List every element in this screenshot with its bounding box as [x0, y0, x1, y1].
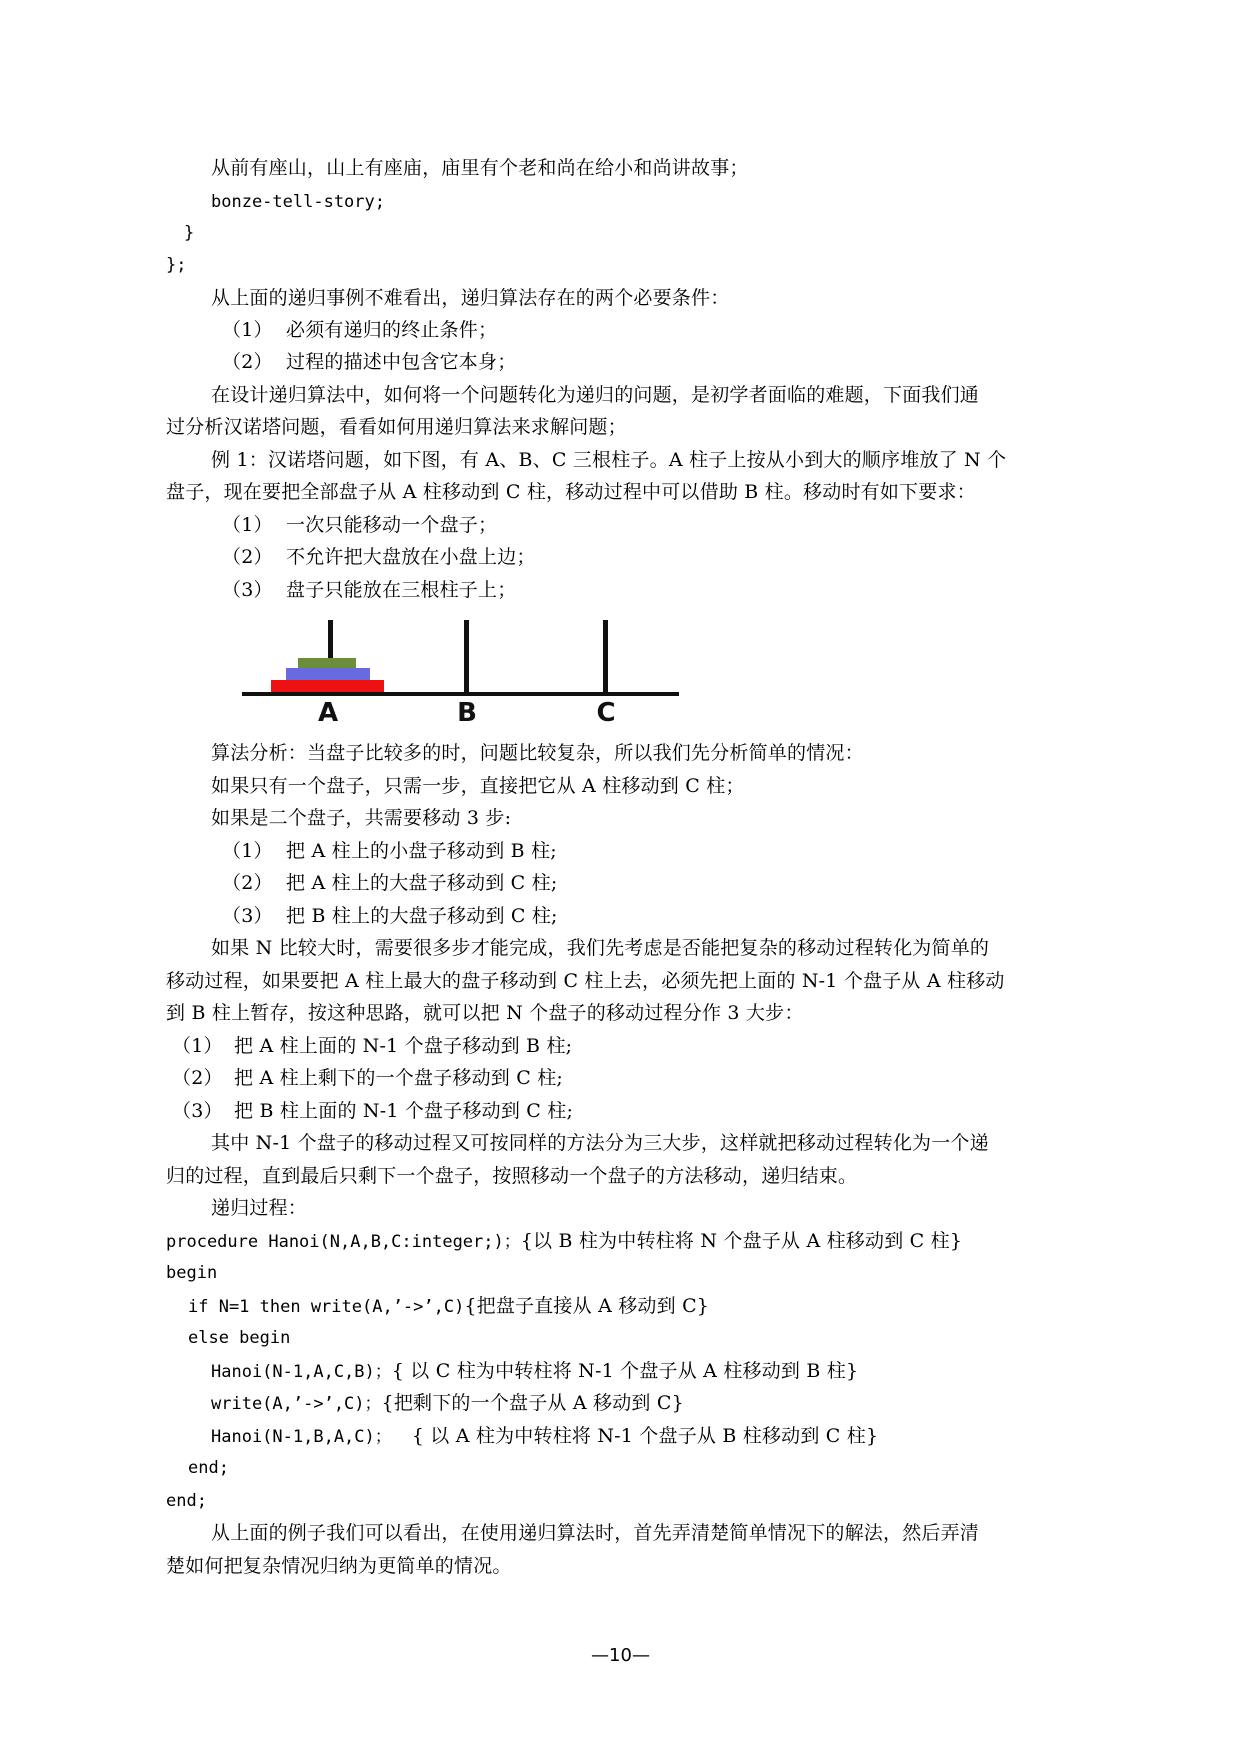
paragraph-line: 归的过程，直到最后只剩下一个盘子，按照移动一个盘子的方法移动，递归结束。: [166, 1165, 858, 1187]
paragraph-line: 盘子，现在要把全部盘子从 A 柱移动到 C 柱，移动过程中可以借助 B 柱。移动时有如下要求：: [166, 481, 976, 503]
code-line: bonze-tell-story;: [211, 192, 385, 212]
list-item: [222, 513, 497, 537]
list-item: [222, 350, 516, 374]
list-item: [222, 839, 557, 863]
label-a: A: [317, 698, 339, 724]
list-number: （3）: [222, 905, 273, 927]
list-text: 把 B 柱上面的 N-1 个盘子移动到 C 柱;: [234, 1100, 574, 1122]
list-text: 不允许把大盘放在小盘上边；: [286, 546, 536, 568]
code-line: [211, 1391, 684, 1416]
code-line: end;: [166, 1491, 207, 1511]
list-item: [222, 545, 536, 569]
list-number: （1）: [172, 1035, 223, 1057]
paragraph-line: 从上面的例子我们可以看出，在使用递归算法时，首先弄清楚简单情况下的解法，然后弄清: [211, 1522, 980, 1544]
peg-c: [603, 620, 608, 692]
base-line: [242, 692, 679, 696]
paragraph-line: 如果是二个盘子，共需要移动 3 步:: [211, 807, 512, 829]
paragraph-line: 如果只有一个盘子，只需一步，直接把它从 A 柱移动到 C 柱；: [211, 775, 745, 797]
list-text: 把 B 柱上的大盘子移动到 C 柱;: [286, 905, 558, 927]
list-item: [222, 318, 497, 342]
code-comment: {以 B 柱为中转柱将 N 个盘子从 A 柱移动到 C 柱}: [520, 1230, 963, 1252]
code-comment: { 以 A 柱为中转柱将 N-1 个盘子从 B 柱移动到 C 柱}: [411, 1425, 879, 1447]
code-line: [166, 1229, 962, 1254]
code-line: };: [166, 255, 187, 275]
code-comment: {把剩下的一个盘子从 A 移动到 C}: [381, 1392, 684, 1414]
list-number: （1）: [222, 319, 273, 341]
list-number: （1）: [222, 840, 273, 862]
list-text: 把 A 柱上剩下的一个盘子移动到 C 柱;: [234, 1067, 564, 1089]
paragraph-line: 递归过程：: [211, 1197, 308, 1219]
code-line: end;: [188, 1458, 229, 1478]
list-item: [222, 871, 557, 895]
list-item: [222, 578, 516, 602]
paragraph-line: 到 B 柱上暂存，按这种思路，就可以把 N 个盘子的移动过程分作 3 大步：: [166, 1002, 804, 1024]
hanoi-figure: [242, 620, 682, 724]
list-number: （2）: [222, 546, 273, 568]
disk-large: [271, 680, 384, 692]
list-item: [172, 1066, 563, 1090]
list-number: （2）: [222, 351, 273, 373]
disk-small: [298, 658, 356, 668]
paragraph-line: 在设计递归算法中，如何将一个问题转化为递归的问题，是初学者面临的难题，下面我们通: [211, 384, 980, 406]
list-text: 盘子只能放在三根柱子上；: [286, 579, 517, 601]
paragraph-line: 算法分析：当盘子比较多的时，问题比较复杂，所以我们先分析简单的情况：: [211, 742, 864, 764]
peg-a: [328, 620, 333, 658]
list-number: （3）: [222, 579, 273, 601]
paragraph-line: 如果 N 比较大时，需要很多步才能完成，我们先考虑是否能把复杂的移动过程转化为简单的: [211, 937, 990, 959]
code-text: Hanoi(N-1,B,A,C)；: [211, 1427, 392, 1447]
code-text: write(A,’->’,C)；: [211, 1394, 382, 1414]
peg-b: [464, 620, 469, 692]
paragraph-line: 移动过程，如果要把 A 柱上最大的盘子移动到 C 柱上去，必须先把上面的 N-1 个盘子从 A 柱移动: [166, 970, 1005, 992]
list-text: 把 A 柱上面的 N-1 个盘子移动到 B 柱;: [234, 1035, 573, 1057]
disk-medium: [286, 668, 370, 680]
code-text: procedure Hanoi(N,A,B,C:integer;)；: [166, 1232, 521, 1252]
code-line: [211, 1424, 878, 1449]
code-line: else begin: [188, 1328, 291, 1348]
code-text: if N=1 then write(A,’->’,C): [188, 1297, 465, 1317]
code-line: [211, 1359, 858, 1384]
list-number: （2）: [222, 872, 273, 894]
label-c: C: [596, 698, 616, 724]
hanoi-diagram: [242, 620, 682, 724]
list-text: 把 A 柱上的小盘子移动到 B 柱;: [286, 840, 557, 862]
paragraph-line: 楚如何把复杂情况归纳为更简单的情况。: [166, 1555, 512, 1577]
story-line: 从前有座山，山上有座庙，庙里有个老和尚在给小和尚讲故事；: [211, 157, 749, 179]
page-number: —10—: [591, 1645, 650, 1666]
list-item: [222, 904, 558, 928]
code-line: }: [184, 223, 195, 243]
code-text: Hanoi(N-1,A,C,B)；: [211, 1362, 392, 1382]
list-number: （2）: [172, 1067, 223, 1089]
paragraph-line: 其中 N-1 个盘子的移动过程又可按同样的方法分为三大步，这样就把移动过程转化为一个递: [211, 1132, 989, 1154]
paragraph-line: 过分析汉诺塔问题，看看如何用递归算法来求解问题；: [166, 416, 627, 438]
paragraph-line: 从上面的递归事例不难看出，递归算法存在的两个必要条件：: [211, 287, 730, 309]
list-text: 把 A 柱上的大盘子移动到 C 柱;: [286, 872, 558, 894]
list-text: 过程的描述中包含它本身；: [286, 351, 517, 373]
list-text: 必须有递归的终止条件；: [286, 319, 498, 341]
list-number: （1）: [222, 514, 273, 536]
list-item: [172, 1034, 572, 1058]
list-item: [172, 1099, 573, 1123]
code-comment: {把盘子直接从 A 移动到 C}: [464, 1295, 710, 1317]
code-comment: { 以 C 柱为中转柱将 N-1 个盘子从 A 柱移动到 B 柱}: [391, 1360, 859, 1382]
code-line: [188, 1294, 709, 1319]
code-line: begin: [166, 1263, 218, 1283]
list-text: 一次只能移动一个盘子；: [286, 514, 498, 536]
label-b: B: [457, 698, 477, 724]
list-number: （3）: [172, 1100, 223, 1122]
paragraph-line: 例 1：汉诺塔问题，如下图，有 A、B、C 三根柱子。A 柱子上按从小到大的顺序堆放了 N 个: [211, 449, 1007, 471]
